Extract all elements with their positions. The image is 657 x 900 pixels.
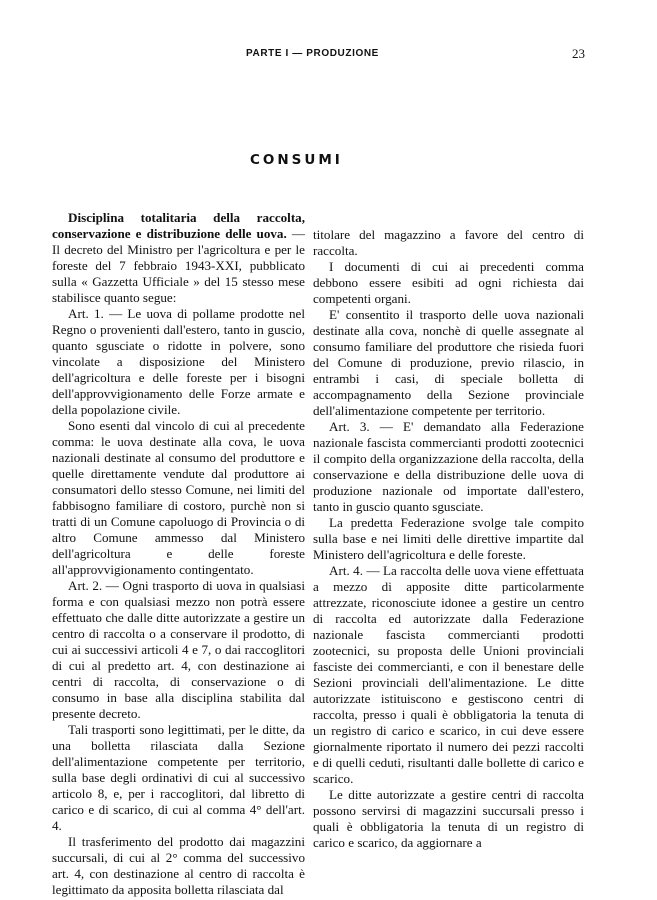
article-4: Art. 4. — La raccolta delle uova viene effettuata a mezzo di apposite ditte particolarmente attrezzate, riconosciute idonee a gestire un centro di raccolta ed autorizzate dalla Federazione nazionale fascista commercianti prodotti zootecnici, su proposta delle Unioni provinciali fasciste dei commercianti, e con il benestare delle Sezioni provinciali dell'alimentazione. Le ditte autorizzate istituiscono e gestiscono centri di raccolta, presso i quali è obbligatoria la tenuta di un registro di carico e scarico, in cui deve essere giornalmente riportato il numero dei pezzi raccolti e di quelli ceduti, risultanti dalle bollette di carico e scarico. bbox=[313, 563, 584, 786]
article-3: Art. 3. — E' demandato alla Federazione nazionale fascista commercianti prodotti zootecnici il compito della organizzazione della raccolta, della conservazione e della distribuzione delle uova di produzione nazionale od importate dall'estero, tanto in guscio quanto sgusciate. bbox=[313, 419, 584, 514]
paragraph-federation: La predetta Federazione svolge tale compito sulla base e nei limiti delle direttive impartite dal Ministero dell'agricoltura e delle foreste. bbox=[313, 515, 584, 562]
intro-text: — Il decreto del Ministro per l'agricoltura e per le foreste del 7 febbraio 1943-XXI, pubblicato sulla « Gazzetta Ufficiale » del 15 stesso mese stabilisce quanto segue: bbox=[52, 226, 305, 305]
paragraph-transfer: Il trasferimento del prodotto dai magazzini succursali, di cui al 2° comma del successivo art. 4, con destinazione al centro di raccolta è legittimato da apposita bolletta rilasciata dal bbox=[52, 834, 305, 897]
page-number: 23 bbox=[572, 46, 585, 61]
article-2: Art. 2. — Ogni trasporto di uova in qualsiasi forma e con qualsiasi mezzo non potrà essere effettuato che dalle ditte autorizzate a gestire un centro di raccolta o a conservare il prodotto, di cui ai successivi articoli 4 e 7, o dai raccoglitori di cui al predetto art. 4, con destinazione ai centri di raccolta, di conservazione o di consumo in base alla disciplina stabilita dal presente decreto. bbox=[52, 578, 305, 721]
paragraph-branches: Le ditte autorizzate a gestire centri di raccolta possono servirsi di magazzini succursali presso i quali è obbligatoria la tenuta di un registro di carico e scarico, da aggiornare a bbox=[313, 787, 584, 850]
running-head: PARTE I — PRODUZIONE bbox=[246, 48, 379, 59]
paragraph-documents: I documenti di cui ai precedenti comma debbono essere esibiti ad ogni richiesta dai competenti organi. bbox=[313, 259, 584, 306]
paragraph-continuation: titolare del magazzino a favore del centro di raccolta. bbox=[313, 227, 584, 258]
section-title: CONSUMI bbox=[250, 152, 343, 168]
article-heading: Disciplina totalitaria della raccolta, conservazione e distribuzione delle uova. bbox=[52, 210, 305, 241]
paragraph-transports: Tali trasporti sono legittimati, per le ditte, da una bolletta rilasciata dalla Sezione dell'alimentazione competente per territorio, sulla base degli ordinativi di cui al successivo articolo 8, e, per i raccoglitori, dal libretto di carico e di scarico, di cui al comma 4° dell'art. 4. bbox=[52, 722, 305, 833]
paragraph-exemptions: Sono esenti dal vincolo di cui al precedente comma: le uova destinate alla cova, le uova nazionali destinate al consumo del produttore e quelle direttamente vendute dal produttore ai consumatori dello stesso Comune, nei limiti del fabbisogno familiare di costoro, purchè non si tratti di un Comune capoluogo di Provincia o di altro Comune ammesso dal Ministero dell'agricoltura e delle foreste all'approvvigionamento contingentato. bbox=[52, 418, 305, 577]
paragraph-allowed-transport: E' consentito il trasporto delle uova nazionali destinate alla cova, nonchè di quelle assegnate al consumo familiare del produttore che risieda fuori del Comune di produzione, previo rilascio, in entrambi i casi, di speciale bolletta di accompagnamento della Sezione provinciale dell'alimentazione competente per territorio. bbox=[313, 307, 584, 418]
intro-paragraph bbox=[52, 210, 305, 306]
right-column bbox=[313, 227, 584, 851]
left-column bbox=[52, 210, 305, 898]
article-1: Art. 1. — Le uova di pollame prodotte nel Regno o provenienti dall'estero, tanto in guscio, quanto sgusciate o ridotte in polvere, sono vincolate a disposizione del Ministero dell'agricoltura e delle foreste per i bisogni dell'approvvigionamento delle Forze armate e della popolazione civile. bbox=[52, 306, 305, 417]
